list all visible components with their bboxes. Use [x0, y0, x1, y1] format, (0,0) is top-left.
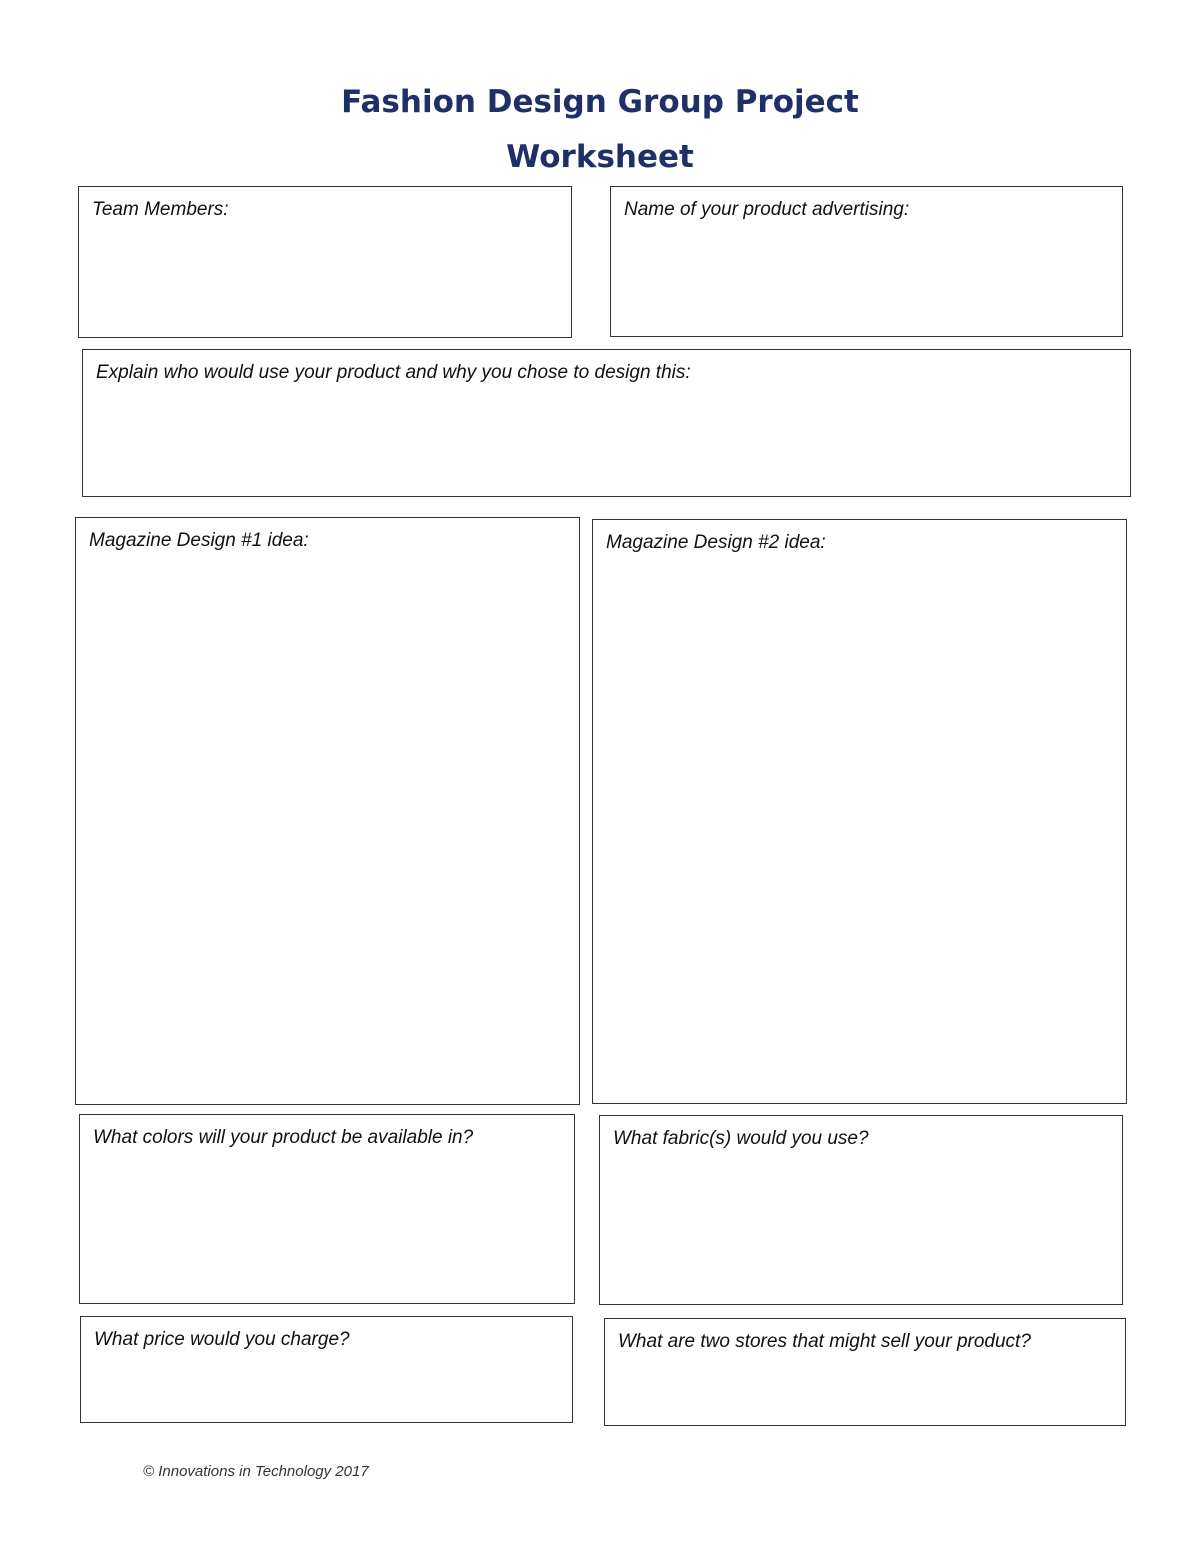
stores-box[interactable] [604, 1318, 1126, 1426]
price-box[interactable] [80, 1316, 573, 1423]
explain-box[interactable] [82, 349, 1131, 497]
colors-box[interactable] [79, 1114, 575, 1304]
magazine-design-2-box[interactable] [592, 519, 1127, 1104]
fabrics-box[interactable] [599, 1115, 1123, 1305]
copyright-footer: © Innovations in Technology 2017 [143, 1463, 369, 1480]
page-title-line-1: Fashion Design Group Project [341, 84, 859, 120]
product-name-label: Name of your product advertising: [624, 199, 910, 220]
magazine-design-2-label: Magazine Design #2 idea: [606, 532, 826, 553]
magazine-design-1-label: Magazine Design #1 idea: [89, 530, 309, 551]
stores-label: What are two stores that might sell your product? [618, 1331, 1031, 1352]
fabrics-label: What fabric(s) would you use? [613, 1128, 869, 1149]
team-members-label: Team Members: [92, 199, 229, 220]
magazine-design-1-box[interactable] [75, 517, 580, 1105]
explain-label: Explain who would use your product and why you chose to design this: [96, 362, 691, 383]
price-label: What price would you charge? [94, 1329, 350, 1350]
team-members-box[interactable] [78, 186, 572, 338]
page-title-line-2: Worksheet [506, 139, 694, 175]
product-name-box[interactable] [610, 186, 1123, 337]
colors-label: What colors will your product be available in? [93, 1127, 474, 1148]
